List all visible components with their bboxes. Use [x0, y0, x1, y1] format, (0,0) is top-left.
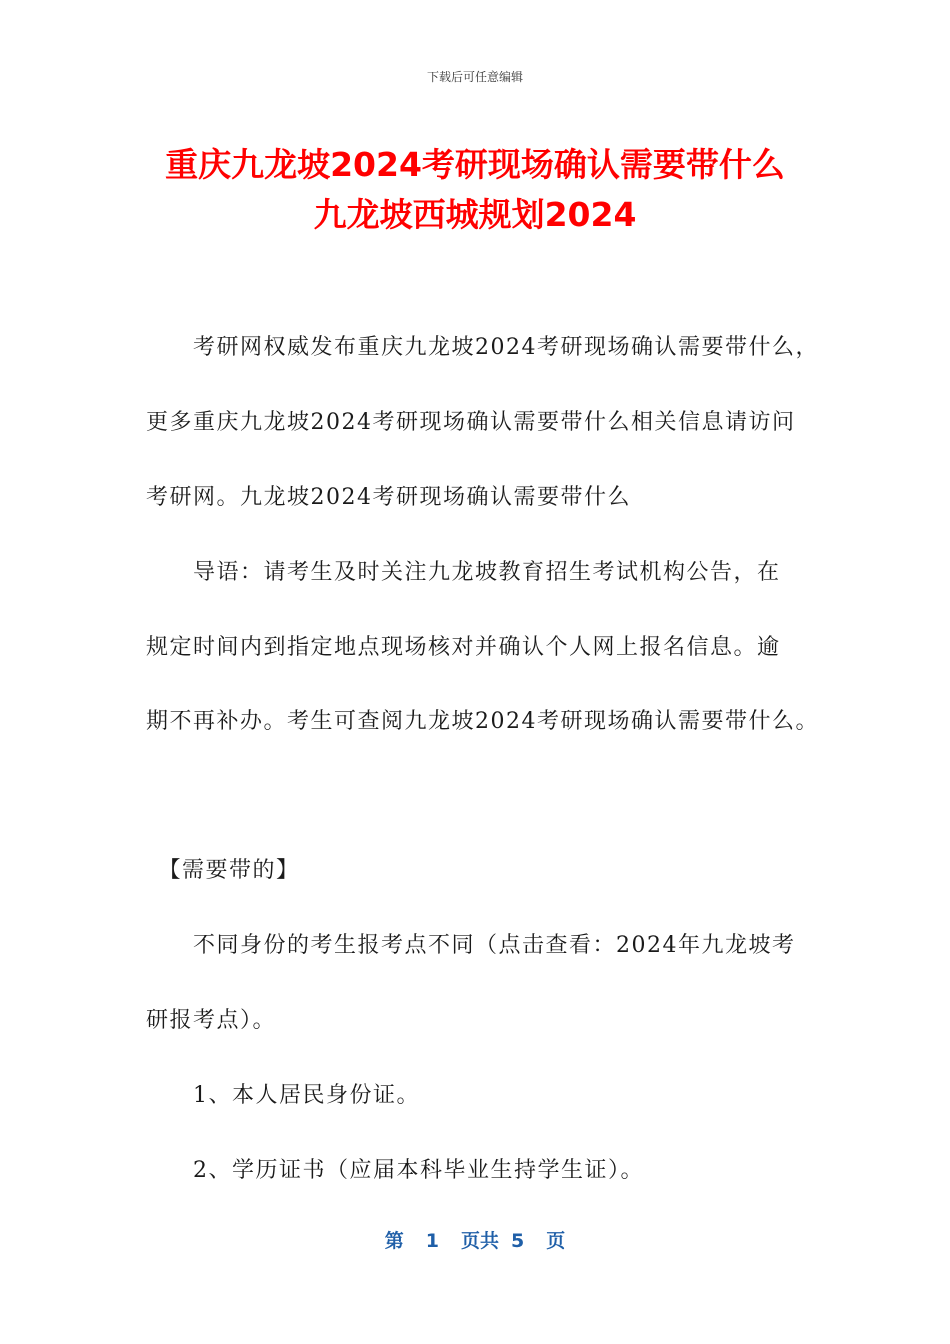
- page-footer: [0, 1226, 950, 1253]
- title-line-1: 重庆九龙坡2024考研现场确认需要带什么: [165, 145, 785, 184]
- paragraph-line: 不同身份的考生报考点不同（点击查看：2024年九龙坡考: [146, 933, 796, 958]
- list-item: 2、学历证书（应届本科毕业生持学生证）。: [146, 1158, 644, 1183]
- list-item: 1、本人居民身份证。: [146, 1083, 420, 1108]
- paragraph-line: 考研网权威发布重庆九龙坡2024考研现场确认需要带什么，: [146, 335, 819, 360]
- page-prefix: 第: [384, 1230, 404, 1252]
- title-line-2: 九龙坡西城规划2024: [313, 195, 637, 234]
- header-note: 下载后可任意编辑: [426, 70, 523, 84]
- page-mid: 页共: [460, 1230, 499, 1252]
- section-heading: 【需要带的】: [146, 858, 300, 883]
- paragraph-line: 研报考点）。: [146, 1008, 277, 1033]
- paragraph-line: 期不再补办。考生可查阅九龙坡2024考研现场确认需要带什么。: [146, 709, 819, 734]
- paragraph-line: 更多重庆九龙坡2024考研现场确认需要带什么相关信息请访问: [146, 410, 796, 435]
- document-title: [60, 140, 890, 240]
- page-total: 5: [511, 1230, 525, 1252]
- page-suffix: 页: [546, 1230, 566, 1252]
- paragraph-line: 导语：请考生及时关注九龙坡教育招生考试机构公告，在: [146, 560, 781, 585]
- page-number: 1: [425, 1230, 439, 1252]
- paragraph-line: 规定时间内到指定地点现场核对并确认个人网上报名信息。逾: [146, 635, 781, 660]
- paragraph-line: 考研网。九龙坡2024考研现场确认需要带什么: [146, 485, 631, 510]
